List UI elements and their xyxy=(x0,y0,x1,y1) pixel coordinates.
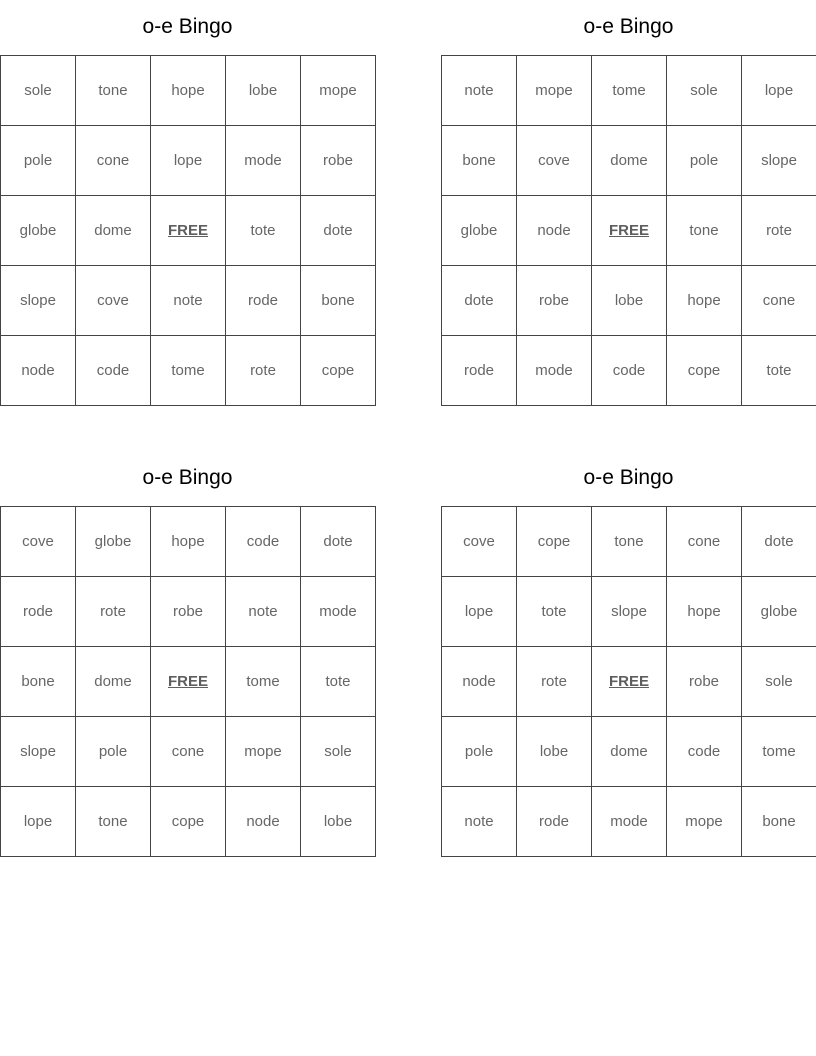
grid-row xyxy=(442,196,816,266)
grid-cell: tote xyxy=(226,196,301,266)
grid-cell: mope xyxy=(667,787,742,857)
grid-cell: note xyxy=(442,56,517,126)
grid-cell: lope xyxy=(442,577,517,647)
grid-cell: dote xyxy=(442,266,517,336)
grid-cell: tome xyxy=(226,647,301,717)
grid-row xyxy=(1,126,376,196)
grid-cell: robe xyxy=(667,647,742,717)
grid-cell: cone xyxy=(151,717,226,787)
grid-row xyxy=(1,647,376,717)
grid-cell: node xyxy=(226,787,301,857)
grid-cell: mode xyxy=(517,336,592,406)
grid-row xyxy=(442,56,816,126)
grid-cell: tone xyxy=(76,787,151,857)
grid-cell: lope xyxy=(151,126,226,196)
bingo-grid xyxy=(441,506,816,857)
grid-cell: note xyxy=(226,577,301,647)
grid-cell: rote xyxy=(226,336,301,406)
bingo-card-3 xyxy=(0,461,375,857)
grid-cell: tome xyxy=(742,717,816,787)
grid-cell: tome xyxy=(151,336,226,406)
grid-cell: rote xyxy=(742,196,816,266)
grid-cell: tone xyxy=(667,196,742,266)
grid-row xyxy=(442,507,816,577)
bingo-card-1 xyxy=(0,10,375,406)
grid-row xyxy=(1,196,376,266)
grid-row xyxy=(1,266,376,336)
grid-cell: dote xyxy=(301,196,376,266)
grid-cell: lobe xyxy=(592,266,667,336)
grid-cell: rode xyxy=(442,336,517,406)
grid-cell: rode xyxy=(1,577,76,647)
grid-row xyxy=(442,577,816,647)
grid-cell: globe xyxy=(1,196,76,266)
grid-row xyxy=(1,56,376,126)
grid-row xyxy=(442,266,816,336)
grid-cell: mope xyxy=(301,56,376,126)
grid-cell: dome xyxy=(592,126,667,196)
grid-cell: cove xyxy=(1,507,76,577)
grid-cell: lobe xyxy=(517,717,592,787)
grid-cell: tome xyxy=(592,56,667,126)
grid-row xyxy=(1,577,376,647)
grid-row xyxy=(1,787,376,857)
card-title: o-e Bingo xyxy=(583,15,674,38)
free-space-cell: FREE xyxy=(151,647,226,717)
bingo-card-4 xyxy=(441,461,816,857)
bingo-grid xyxy=(441,55,816,406)
bingo-grid xyxy=(0,506,376,857)
grid-cell: tone xyxy=(592,507,667,577)
grid-cell: hope xyxy=(151,56,226,126)
grid-cell: node xyxy=(442,647,517,717)
card-title: o-e Bingo xyxy=(583,466,674,489)
grid-cell: note xyxy=(442,787,517,857)
grid-cell: code xyxy=(592,336,667,406)
card-title: o-e Bingo xyxy=(142,466,233,489)
grid-cell: lope xyxy=(1,787,76,857)
grid-cell: rote xyxy=(517,647,592,717)
grid-cell: cope xyxy=(301,336,376,406)
grid-cell: rode xyxy=(517,787,592,857)
grid-cell: slope xyxy=(592,577,667,647)
grid-cell: bone xyxy=(742,787,816,857)
grid-cell: bone xyxy=(301,266,376,336)
grid-cell: tote xyxy=(301,647,376,717)
grid-cell: lope xyxy=(742,56,816,126)
grid-cell: robe xyxy=(517,266,592,336)
grid-cell: code xyxy=(76,336,151,406)
grid-row xyxy=(442,647,816,717)
grid-row xyxy=(1,717,376,787)
grid-cell: lobe xyxy=(226,56,301,126)
grid-cell: pole xyxy=(1,126,76,196)
grid-cell: cove xyxy=(442,507,517,577)
grid-cell: hope xyxy=(667,266,742,336)
grid-row xyxy=(442,126,816,196)
bingo-card-2 xyxy=(441,10,816,406)
grid-cell: pole xyxy=(667,126,742,196)
grid-cell: tote xyxy=(742,336,816,406)
grid-cell: globe xyxy=(442,196,517,266)
grid-cell: cone xyxy=(667,507,742,577)
grid-cell: sole xyxy=(301,717,376,787)
grid-cell: sole xyxy=(667,56,742,126)
grid-cell: mode xyxy=(226,126,301,196)
grid-cell: node xyxy=(1,336,76,406)
grid-cell: hope xyxy=(151,507,226,577)
grid-cell: tote xyxy=(517,577,592,647)
grid-cell: hope xyxy=(667,577,742,647)
grid-row xyxy=(1,336,376,406)
grid-cell: slope xyxy=(1,717,76,787)
grid-row xyxy=(442,336,816,406)
free-space-cell: FREE xyxy=(592,647,667,717)
grid-cell: cone xyxy=(742,266,816,336)
grid-cell: mope xyxy=(517,56,592,126)
free-space-cell: FREE xyxy=(592,196,667,266)
grid-cell: cove xyxy=(76,266,151,336)
grid-cell: mope xyxy=(226,717,301,787)
grid-cell: note xyxy=(151,266,226,336)
grid-cell: pole xyxy=(442,717,517,787)
grid-cell: dome xyxy=(76,647,151,717)
grid-cell: pole xyxy=(76,717,151,787)
grid-cell: bone xyxy=(1,647,76,717)
grid-cell: slope xyxy=(1,266,76,336)
grid-cell: rote xyxy=(76,577,151,647)
grid-cell: code xyxy=(226,507,301,577)
grid-cell: slope xyxy=(742,126,816,196)
grid-cell: sole xyxy=(1,56,76,126)
grid-cell: cove xyxy=(517,126,592,196)
grid-row xyxy=(442,717,816,787)
card-title: o-e Bingo xyxy=(142,15,233,38)
grid-cell: globe xyxy=(742,577,816,647)
grid-cell: cope xyxy=(517,507,592,577)
grid-cell: dome xyxy=(76,196,151,266)
grid-cell: cone xyxy=(76,126,151,196)
grid-cell: robe xyxy=(151,577,226,647)
grid-cell: cope xyxy=(151,787,226,857)
grid-cell: rode xyxy=(226,266,301,336)
grid-cell: dote xyxy=(301,507,376,577)
grid-row xyxy=(442,787,816,857)
grid-cell: bone xyxy=(442,126,517,196)
grid-cell: node xyxy=(517,196,592,266)
grid-cell: cope xyxy=(667,336,742,406)
grid-row xyxy=(1,507,376,577)
grid-cell: globe xyxy=(76,507,151,577)
grid-cell: code xyxy=(667,717,742,787)
grid-cell: sole xyxy=(742,647,816,717)
grid-cell: mode xyxy=(592,787,667,857)
grid-cell: dote xyxy=(742,507,816,577)
bingo-grid xyxy=(0,55,376,406)
grid-cell: robe xyxy=(301,126,376,196)
grid-cell: mode xyxy=(301,577,376,647)
grid-cell: lobe xyxy=(301,787,376,857)
free-space-cell: FREE xyxy=(151,196,226,266)
grid-cell: dome xyxy=(592,717,667,787)
grid-cell: tone xyxy=(76,56,151,126)
